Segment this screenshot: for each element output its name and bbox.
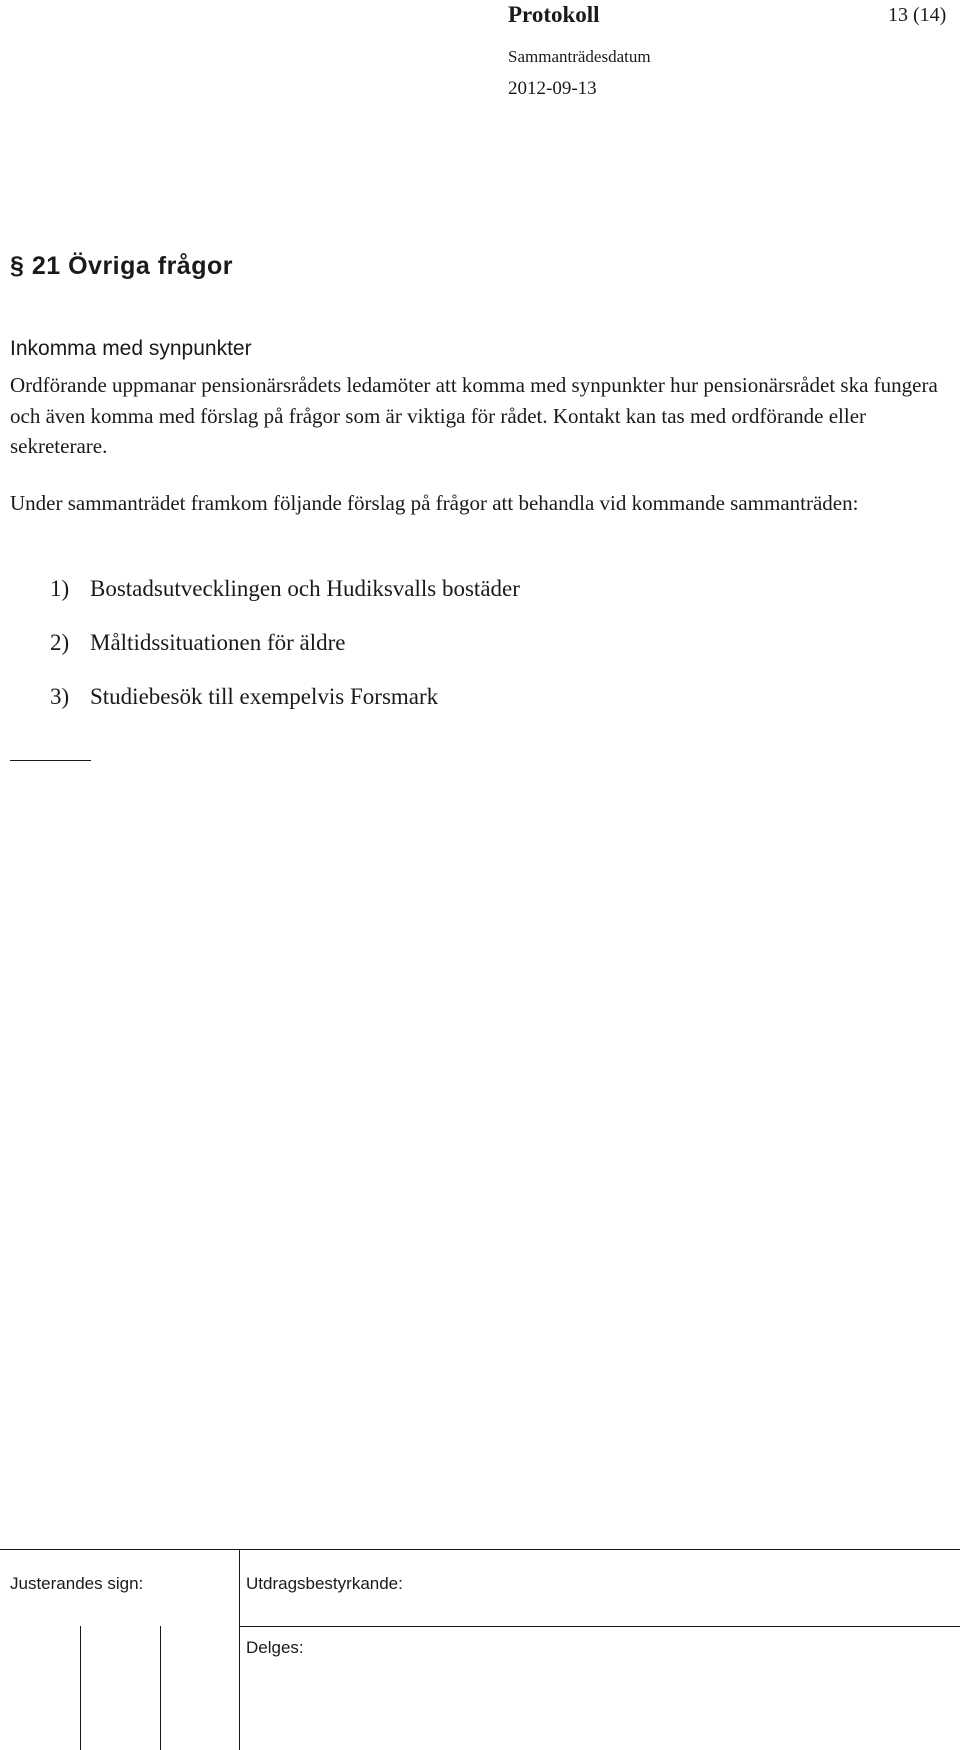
justerandes-sign-label: Justerandes sign: — [10, 1574, 144, 1593]
document-title: Protokoll — [508, 2, 600, 27]
page-number: 13 (14) — [888, 4, 947, 26]
list-item-text: Studiebesök till exempelvis Forsmark — [90, 684, 439, 709]
utdragsbestyrkande-label: Utdragsbestyrkande: — [246, 1574, 403, 1593]
list-item — [50, 682, 438, 712]
list-item-number: 2) — [50, 630, 70, 655]
paragraph: Ordförande uppmanar pensionärsrådets ledamöter att komma med synpunkter hur pensionärsrådet ska fungera och även komma med förslag på frågor som är viktiga för rådet. Kontakt kan tas med ordförande eller sekreterare. — [10, 373, 938, 458]
delges-label: Delges: — [246, 1638, 304, 1657]
list-item-text: Bostadsutvecklingen och Hudiksvalls bostäder — [90, 576, 520, 601]
signature-box-divider — [160, 1626, 161, 1750]
list-item-number: 1) — [50, 576, 70, 601]
section-heading: § 21 Övriga frågor — [10, 252, 233, 280]
footer-column-divider — [239, 1549, 240, 1750]
paragraph: Under sammanträdet framkom följande förslag på frågor att behandla vid kommande sammanträden: — [10, 491, 859, 515]
footer-top-divider — [0, 1549, 960, 1550]
list-item — [50, 628, 346, 658]
list-item — [50, 574, 520, 604]
list-item-number: 3) — [50, 684, 70, 709]
list-item-text: Måltidssituationen för äldre — [90, 630, 346, 655]
meeting-date: 2012-09-13 — [508, 78, 597, 99]
section-end-rule — [10, 760, 91, 761]
signature-box-divider — [80, 1626, 81, 1750]
subheading: Inkomma med synpunkter — [10, 337, 252, 360]
footer-row-divider — [239, 1626, 960, 1627]
date-label: Sammanträdesdatum — [508, 47, 651, 66]
